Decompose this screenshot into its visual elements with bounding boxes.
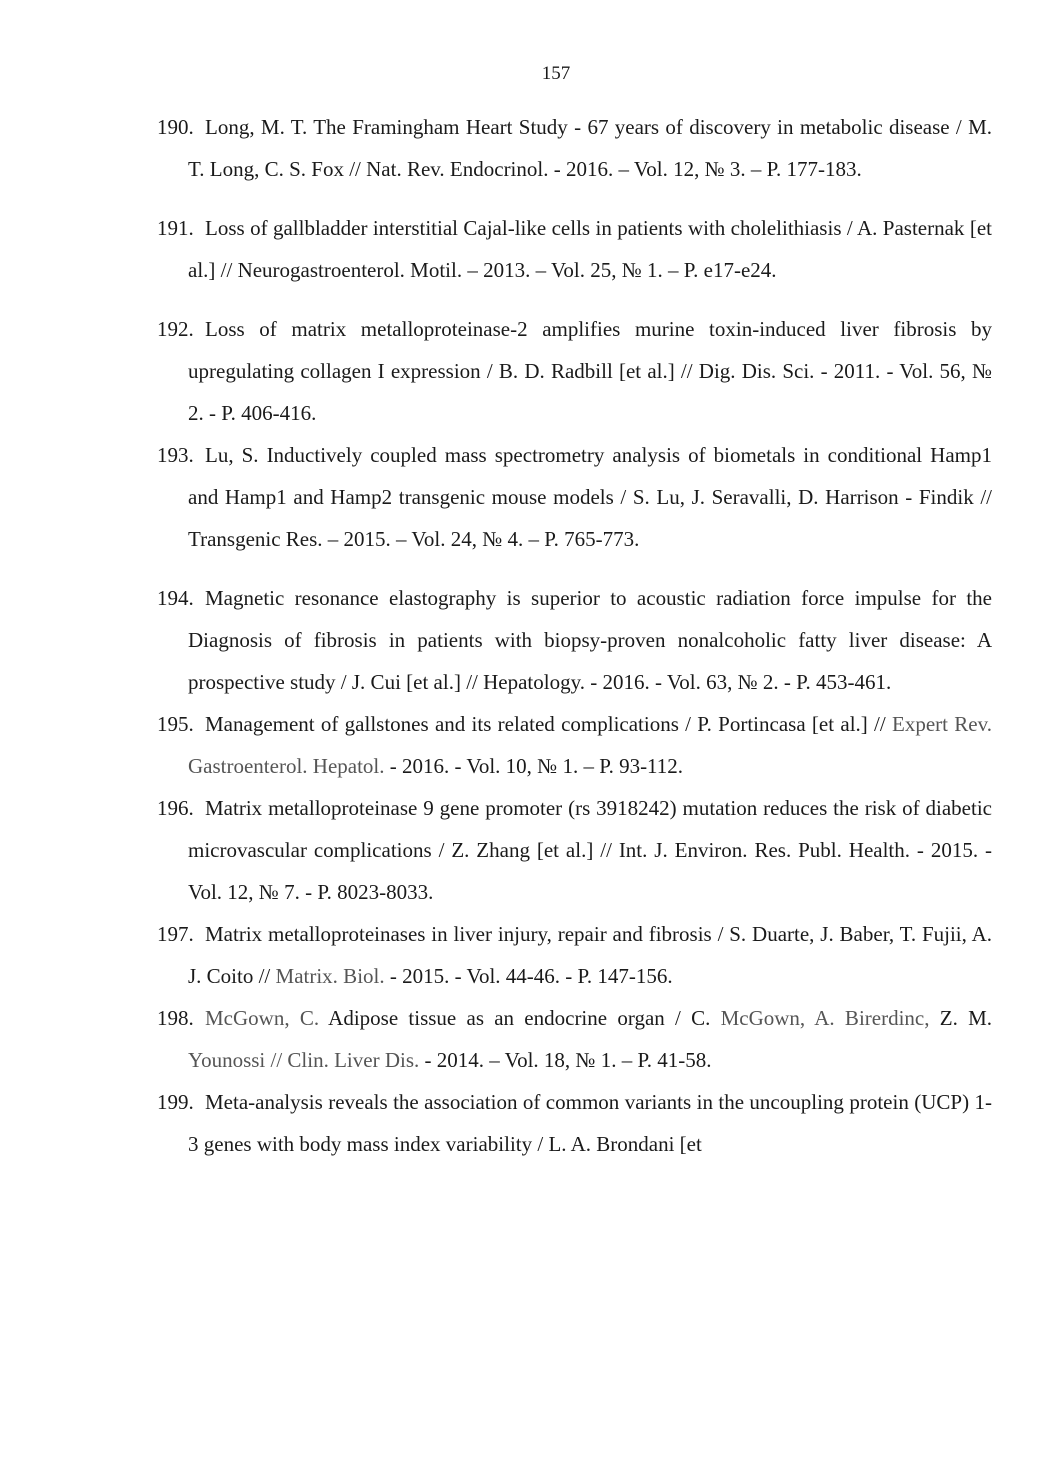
reference-number: 194.	[157, 586, 194, 610]
reference-number: 197.	[157, 922, 194, 946]
journal-name: Matrix. Biol.	[275, 964, 385, 988]
reference-number: 192.	[157, 317, 194, 341]
reference-number: 198.	[157, 1006, 194, 1030]
reference-number: 191.	[157, 216, 194, 240]
journal-name: Expert Rev. Gastroenterol. Hepatol.	[188, 712, 992, 778]
reference-item	[157, 997, 992, 1081]
reference-text: McGown, C. Adipose tissue as an endocrine organ / C. McGown, A. Birerdinc, Z. M. Younossi // Clin. Liver Dis. - 2014. – Vol. 18, № 1. – P. 41-58.	[188, 1006, 992, 1072]
author-name: McGown, C.	[205, 1006, 320, 1030]
reference-number: 196.	[157, 796, 194, 820]
reference-text: Loss of matrix metalloproteinase-2 amplifies murine toxin-induced liver fibrosis by upregulating collagen I expression / B. D. Radbill [et al.] // Dig. Dis. Sci. - 2011. - Vol. 56, № 2. - P. 406-416.	[188, 317, 992, 425]
reference-number: 195.	[157, 712, 194, 736]
reference-text: Lu, S. Inductively coupled mass spectrometry analysis of biometals in conditional Hamp1 and Hamp1 and Hamp2 transgenic mouse models / S. Lu, J. Seravalli, D. Harrison - Findik // Transgenic Res. – 2015. – Vol. 24, № 4. – P. 765-773.	[188, 443, 992, 551]
reference-item	[157, 787, 992, 913]
reference-item	[157, 1081, 992, 1165]
reference-item	[157, 207, 992, 291]
reference-number: 193.	[157, 443, 194, 467]
reference-number: 190.	[157, 115, 194, 139]
page-number: 157	[541, 63, 571, 84]
reference-text: Loss of gallbladder interstitial Cajal-like cells in patients with cholelithiasis / A. Pasternak [et al.] // Neurogastroenterol. Motil. – 2013. – Vol. 25, № 1. – P. e17-e24.	[188, 216, 992, 282]
reference-item	[157, 913, 992, 997]
author-name: McGown, A. Birerdinc,	[720, 1006, 930, 1030]
reference-item	[157, 577, 992, 703]
reference-text: Matrix metalloproteinase 9 gene promoter (rs 3918242) mutation reduces the risk of diabetic microvascular complications / Z. Zhang [et al.] // Int. J. Environ. Res. Publ. Health. - 2015. - Vol. 12, № 7. - P. 8023-8033.	[188, 796, 992, 904]
reference-item	[157, 106, 992, 190]
reference-item	[157, 308, 992, 434]
reference-text: Long, M. T. The Framingham Heart Study - 67 years of discovery in metabolic disease / M. T. Long, C. S. Fox // Nat. Rev. Endocrinol. - 2016. – Vol. 12, № 3. – P. 177-183.	[188, 115, 992, 181]
author-name: Younossi // Clin. Liver Dis.	[188, 1048, 420, 1072]
reference-item	[157, 434, 992, 560]
reference-list	[157, 106, 992, 1165]
reference-text: Management of gallstones and its related complications / P. Portincasa [et al.] // Expert Rev. Gastroenterol. Hepatol. - 2016. - Vol. 10, № 1. – P. 93-112.	[188, 712, 992, 778]
reference-text: Magnetic resonance elastography is superior to acoustic radiation force impulse for the Diagnosis of fibrosis in patients with biopsy-proven nonalcoholic fatty liver disease: A prospective study / J. Cui [et al.] // Hepatology. - 2016. - Vol. 63, № 2. - P. 453-461.	[188, 586, 992, 694]
reference-number: 199.	[157, 1090, 194, 1114]
reference-text: Meta-analysis reveals the association of common variants in the uncoupling protein (UCP) 1-3 genes with body mass index variability / L. A. Brondani [et	[188, 1090, 992, 1156]
reference-text: Matrix metalloproteinases in liver injury, repair and fibrosis / S. Duarte, J. Baber, T. Fujii, A. J. Coito // Matrix. Biol. - 2015. - Vol. 44-46. - P. 147-156.	[188, 922, 992, 988]
reference-item	[157, 703, 992, 787]
